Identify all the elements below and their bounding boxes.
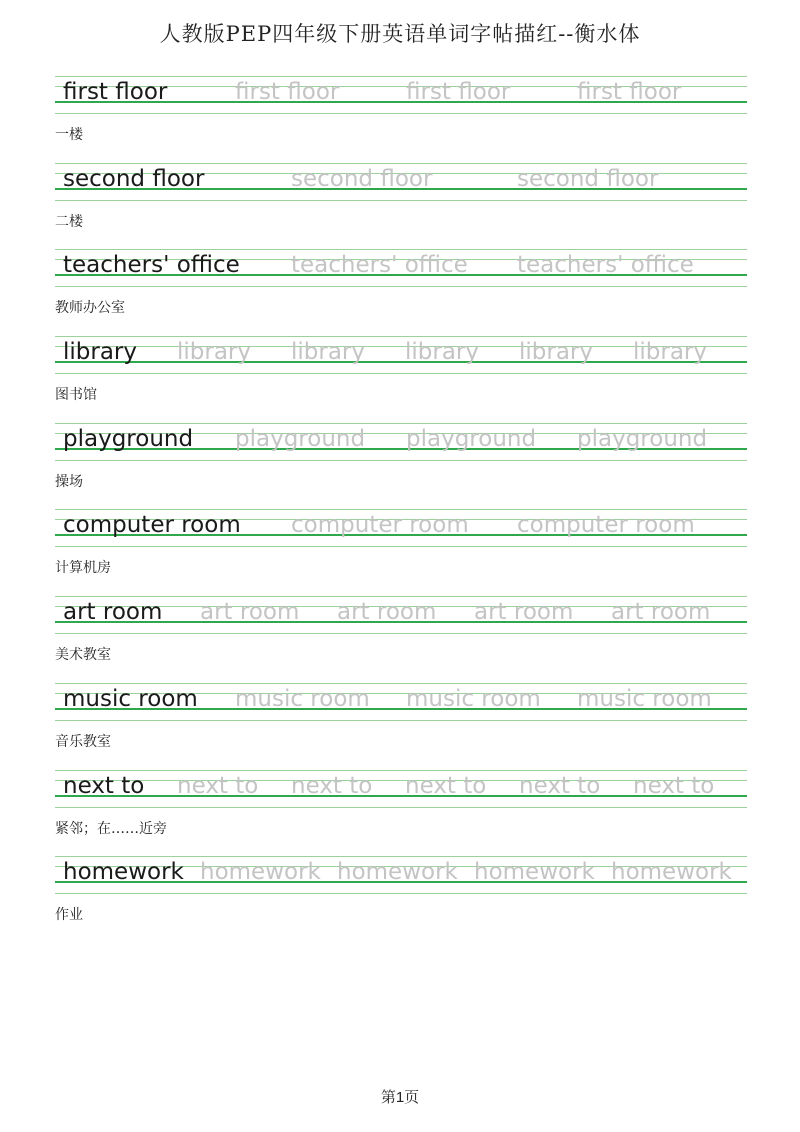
word-line [63,336,747,374]
practice-row [55,509,747,596]
trace-word: art room [611,599,711,626]
trace-word: playground [235,425,366,452]
practice-row [55,76,747,163]
practice-row [55,163,747,250]
trace-word: homework [474,859,595,886]
trace-word: teachers' office [517,252,694,279]
trace-word: first floor [406,79,511,105]
vocabulary-word: teachers' office [63,252,240,279]
trace-word: homework [337,859,458,886]
vocabulary-word: library [63,339,137,366]
chinese-meaning: 音乐教室 [55,733,111,750]
trace-word: next to [177,772,259,799]
vocabulary-word: computer room [63,512,241,539]
four-line-ruling [55,336,747,374]
word-line [63,249,747,287]
practice-row [55,770,747,857]
practice-rows [55,76,747,943]
trace-word: playground [577,425,708,452]
practice-row [55,596,747,683]
four-line-ruling [55,596,747,634]
trace-word: library [405,339,479,366]
chinese-meaning: 图书馆 [55,387,97,404]
chinese-meaning: 教师办公室 [55,300,125,317]
vocabulary-word: second floor [63,165,205,192]
trace-word: homework [200,859,321,886]
trace-word: next to [291,772,373,799]
practice-row [55,683,747,770]
trace-word: second floor [291,165,433,192]
trace-word: library [633,339,707,366]
chinese-meaning: 紧邻；在……近旁 [55,820,167,837]
vocabulary-word: playground [63,425,194,452]
four-line-ruling [55,509,747,547]
four-line-ruling [55,423,747,461]
trace-word: first floor [235,79,340,105]
word-line [63,596,747,634]
four-line-ruling [55,249,747,287]
trace-word: music room [577,685,712,712]
practice-row [55,423,747,510]
chinese-meaning: 作业 [55,907,83,924]
vocabulary-word: first floor [63,79,168,105]
chinese-meaning: 美术教室 [55,647,111,664]
chinese-meaning: 计算机房 [55,560,111,577]
trace-word: first floor [577,79,682,105]
chinese-meaning: 二楼 [55,213,83,230]
trace-word: computer room [517,512,695,539]
chinese-meaning: 一楼 [55,127,83,143]
four-line-ruling [55,856,747,894]
trace-word: art room [200,599,300,626]
trace-word: art room [337,599,437,626]
trace-word: computer room [291,512,469,539]
four-line-ruling [55,770,747,808]
vocabulary-word: art room [63,599,163,626]
trace-word: library [177,339,251,366]
trace-word: homework [611,859,732,886]
word-line [63,76,747,114]
four-line-ruling [55,683,747,721]
chinese-meaning: 操场 [55,473,83,490]
trace-word: second floor [517,165,659,192]
four-line-ruling [55,76,747,114]
vocabulary-word: next to [63,772,145,799]
word-line [63,856,747,894]
trace-word: next to [519,772,601,799]
trace-word: next to [405,772,487,799]
vocabulary-word: music room [63,685,198,712]
vocabulary-word: homework [63,859,184,886]
page-title: 人教版PEP四年级下册英语单词字帖描红--衡水体 [159,22,641,46]
word-line [63,683,747,721]
trace-word: teachers' office [291,252,468,279]
page-number: 第1页 [380,1089,420,1106]
word-line [63,423,747,461]
trace-word: playground [406,425,537,452]
trace-word: music room [235,685,370,712]
trace-word: music room [406,685,541,712]
word-line [63,163,747,201]
trace-word: library [291,339,365,366]
trace-word: library [519,339,593,366]
word-line [63,770,747,808]
trace-word: art room [474,599,574,626]
practice-row [55,336,747,423]
word-line [63,509,747,547]
four-line-ruling [55,163,747,201]
trace-word: next to [633,772,715,799]
practice-row [55,249,747,336]
practice-row [55,856,747,943]
